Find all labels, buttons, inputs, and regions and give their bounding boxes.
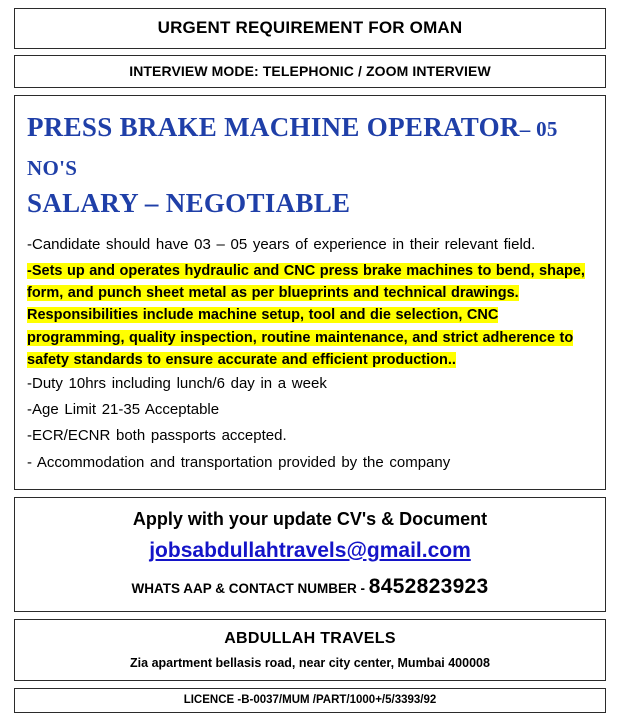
job-title-text: PRESS BRAKE MACHINE OPERATOR	[27, 112, 520, 142]
list-item-highlighted	[27, 260, 595, 372]
apply-heading: Apply with your update CV's & Document	[132, 508, 488, 529]
list-item: -Age Limit 21-35 Acceptable	[27, 401, 220, 419]
email-link[interactable]: jobsabdullahtravels@gmail.com	[149, 538, 471, 562]
job-vacancy-count: – 05 NO'S	[27, 117, 558, 181]
licence-number: LICENCE -B-0037/MUM /PART/1000+/5/3393/92	[183, 693, 437, 706]
list-item: -ECR/ECNR both passports accepted.	[27, 427, 287, 445]
list-item: -Candidate should have 03 – 05 years of experience in their relevant field.	[27, 236, 536, 254]
interview-mode-banner: INTERVIEW MODE: TELEPHONIC / ZOOM INTERVIEW	[14, 55, 606, 88]
list-item: - Accommodation and transportation provided by the company	[27, 453, 451, 471]
job-title	[27, 108, 595, 186]
highlighted-description: -Sets up and operates hydraulic and CNC press brake machines to bend, shape, form, and punch sheet metal as per blueprints and technical drawings. Responsibilities include machine setup, tool and die selection, CNC programming, quality inspection, routine maintenance, and strict adherence to safety standards to ensure accurate and efficient production..	[27, 262, 585, 369]
job-details-box	[14, 95, 606, 490]
list-item: -Duty 10hrs including lunch/6 day in a week	[27, 374, 327, 392]
company-box	[14, 619, 606, 681]
company-address: Zia apartment bellasis road, near city center, Mumbai 400008	[130, 655, 490, 670]
page-title: URGENT REQUIREMENT FOR OMAN	[14, 8, 606, 49]
contact-label: WHATS AAP & CONTACT NUMBER -	[131, 580, 365, 596]
contact-line	[21, 575, 599, 599]
contact-number[interactable]: 8452823923	[368, 574, 489, 598]
job-requirements-list	[25, 233, 595, 474]
apply-box	[14, 497, 606, 612]
licence-box	[14, 688, 606, 713]
salary-line: SALARY – NEGOTIABLE	[27, 188, 351, 219]
company-name: ABDULLAH TRAVELS	[224, 629, 396, 647]
